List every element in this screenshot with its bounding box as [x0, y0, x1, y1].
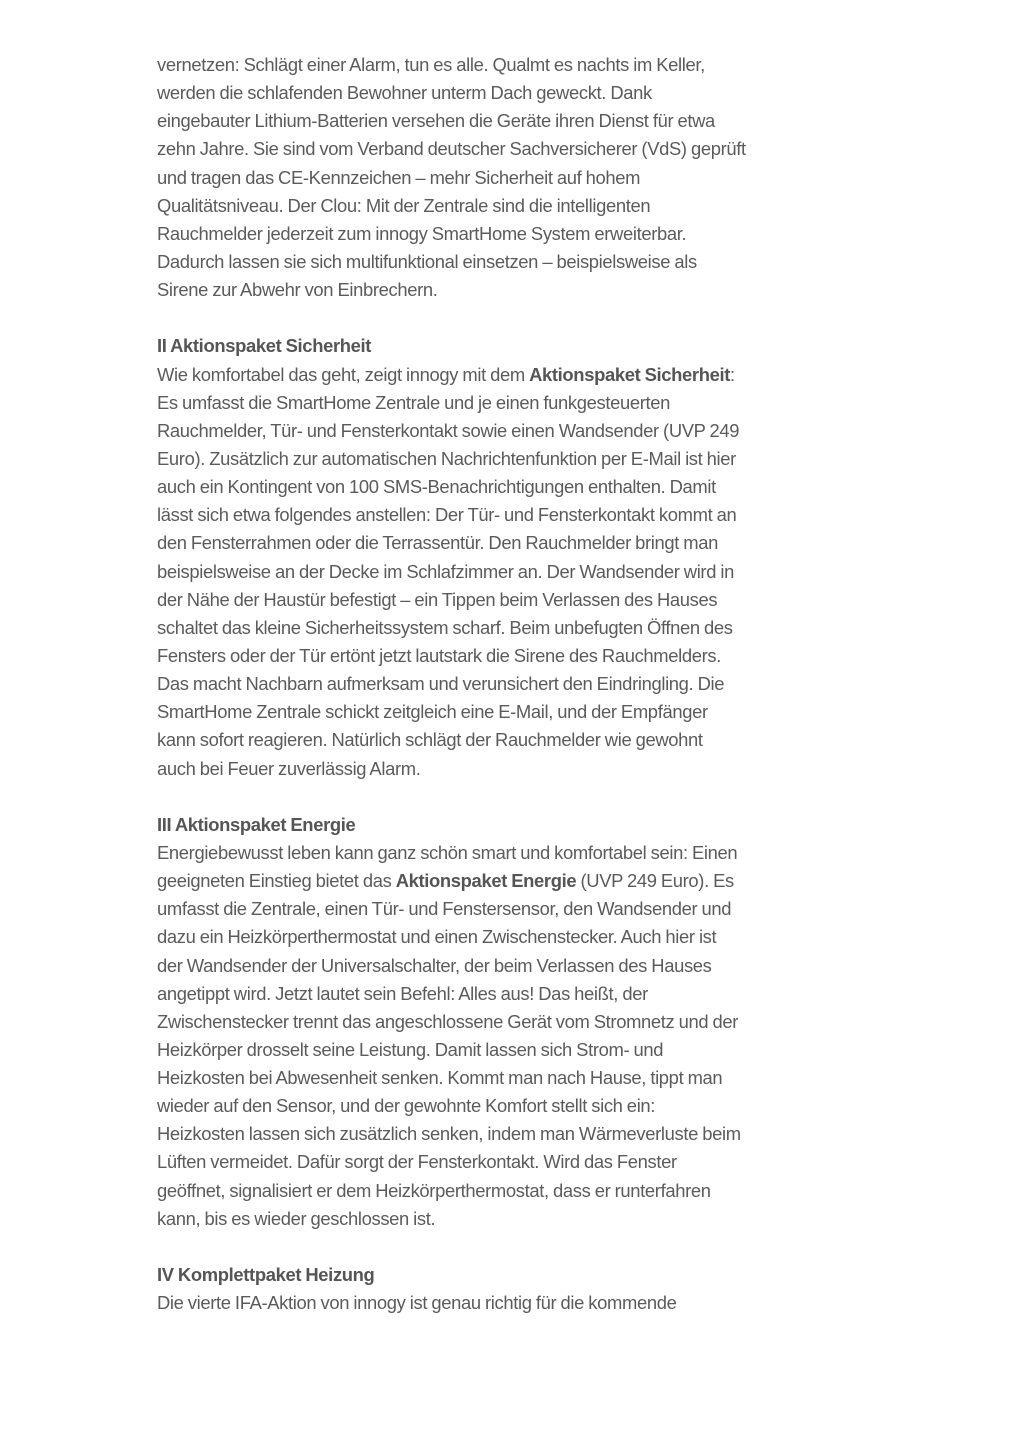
bold-product-name: Aktionspaket Energie [395, 870, 577, 892]
text-line: geöffnet, signalisiert er dem Heizkörperthermostat, dass er runterfahren [157, 1179, 711, 1201]
paragraph-gap [157, 783, 877, 811]
text-line: Lüften vermeidet. Dafür sorgt der Fensterkontakt. Wird das Fenster [157, 1151, 677, 1173]
text-line: beispielsweise an der Decke im Schlafzimmer an. Der Wandsender wird in [157, 560, 734, 582]
text-line: SmartHome Zentrale schickt zeitgleich eine E-Mail, und der Empfänger [157, 701, 708, 723]
text-line: Dadurch lassen sie sich multifunktional einsetzen – beispielsweise als [157, 250, 697, 272]
text-line: den Fensterrahmen oder die Terrassentür. Den Rauchmelder bringt man [157, 532, 719, 554]
text-line: auch bei Feuer zuverlässig Alarm. [157, 757, 421, 779]
section-energie [157, 811, 877, 1233]
text-run: : [730, 363, 735, 385]
text-line [157, 867, 734, 895]
text-line: vernetzen: Schlägt einer Alarm, tun es alle. Qualmt es nachts im Keller, [157, 54, 705, 75]
text-line: werden die schlafenden Bewohner unterm Dach geweckt. Dank [157, 82, 652, 104]
text-line: angetippt wird. Jetzt lautet sein Befehl: Alles aus! Das heißt, der [157, 982, 648, 1004]
text-line: zehn Jahre. Sie sind vom Verband deutscher Sachversicherer (VdS) geprüft [157, 138, 746, 160]
text-line: Sirene zur Abwehr von Einbrechern. [157, 279, 438, 301]
section-heading: II Aktionspaket Sicherheit [157, 335, 372, 357]
text-line: Rauchmelder jederzeit zum innogy SmartHome System erweiterbar. [157, 222, 687, 244]
text-line: Energiebewusst leben kann ganz schön smart und komfortabel sein: Einen [157, 841, 738, 863]
text-line: dazu ein Heizkörperthermostat und einen Zwischenstecker. Auch hier ist [157, 926, 717, 948]
text-line: auch ein Kontingent von 100 SMS-Benachrichtigungen enthalten. Damit [157, 476, 716, 498]
bold-product-name: Aktionspaket Sicherheit [529, 363, 731, 385]
text-line: Es umfasst die SmartHome Zentrale und je einen funkgesteuerten [157, 391, 671, 413]
text-line: Rauchmelder, Tür- und Fensterkontakt sowie einen Wandsender (UVP 249 [157, 419, 740, 441]
section-sicherheit [157, 332, 877, 782]
text-line [157, 361, 735, 389]
text-run: Wie komfortabel das geht, zeigt innogy mit dem [157, 363, 530, 385]
text-run: geeigneten Einstieg bietet das [157, 870, 396, 892]
section-heading: III Aktionspaket Energie [157, 813, 356, 835]
intro-paragraph [157, 51, 877, 304]
section-heading: IV Komplettpaket Heizung [157, 1264, 375, 1286]
text-line: Heizkörper drosselt seine Leistung. Damit lassen sich Strom- und [157, 1038, 664, 1060]
text-line: und tragen das CE-Kennzeichen – mehr Sicherheit auf hohem [157, 166, 641, 188]
section-heizung [157, 1261, 877, 1317]
text-line: Heizkosten bei Abwesenheit senken. Kommt man nach Hause, tippt man [157, 1067, 723, 1089]
text-line: lässt sich etwa folgendes anstellen: Der Tür- und Fensterkontakt kommt an [157, 504, 737, 526]
text-line: der Nähe der Haustür befestigt – ein Tippen beim Verlassen des Hauses [157, 588, 718, 610]
text-line: Euro). Zusätzlich zur automatischen Nachrichtenfunktion per E-Mail ist hier [157, 447, 736, 469]
text-line: Die vierte IFA-Aktion von innogy ist genau richtig für die kommende [157, 1292, 677, 1314]
text-line: Das macht Nachbarn aufmerksam und verunsichert den Eindringling. Die [157, 673, 725, 695]
text-line: umfasst die Zentrale, einen Tür- und Fenstersensor, den Wandsender und [157, 898, 732, 920]
document-page [157, 51, 877, 1317]
text-line: schaltet das kleine Sicherheitssystem scharf. Beim unbefugten Öffnen des [157, 616, 733, 638]
text-run: (UVP 249 Euro). Es [576, 870, 734, 892]
text-line: Qualitätsniveau. Der Clou: Mit der Zentrale sind die intelligenten [157, 194, 651, 216]
text-line: Fensters oder der Tür ertönt jetzt lautstark die Sirene des Rauchmelders. [157, 644, 722, 666]
text-line: Heizkosten lassen sich zusätzlich senken, indem man Wärmeverluste beim [157, 1123, 741, 1145]
text-line: kann sofort reagieren. Natürlich schlägt der Rauchmelder wie gewohnt [157, 729, 703, 751]
paragraph-gap [157, 1233, 877, 1261]
text-line: wieder auf den Sensor, und der gewohnte Komfort stellt sich ein: [157, 1095, 656, 1117]
text-line: eingebauter Lithium-Batterien versehen die Geräte ihren Dienst für etwa [157, 110, 715, 132]
text-line: der Wandsender der Universalschalter, der beim Verlassen des Hauses [157, 954, 712, 976]
text-line: kann, bis es wieder geschlossen ist. [157, 1207, 436, 1229]
paragraph-gap [157, 304, 877, 332]
text-line: Zwischenstecker trennt das angeschlossene Gerät vom Stromnetz und der [157, 1010, 739, 1032]
